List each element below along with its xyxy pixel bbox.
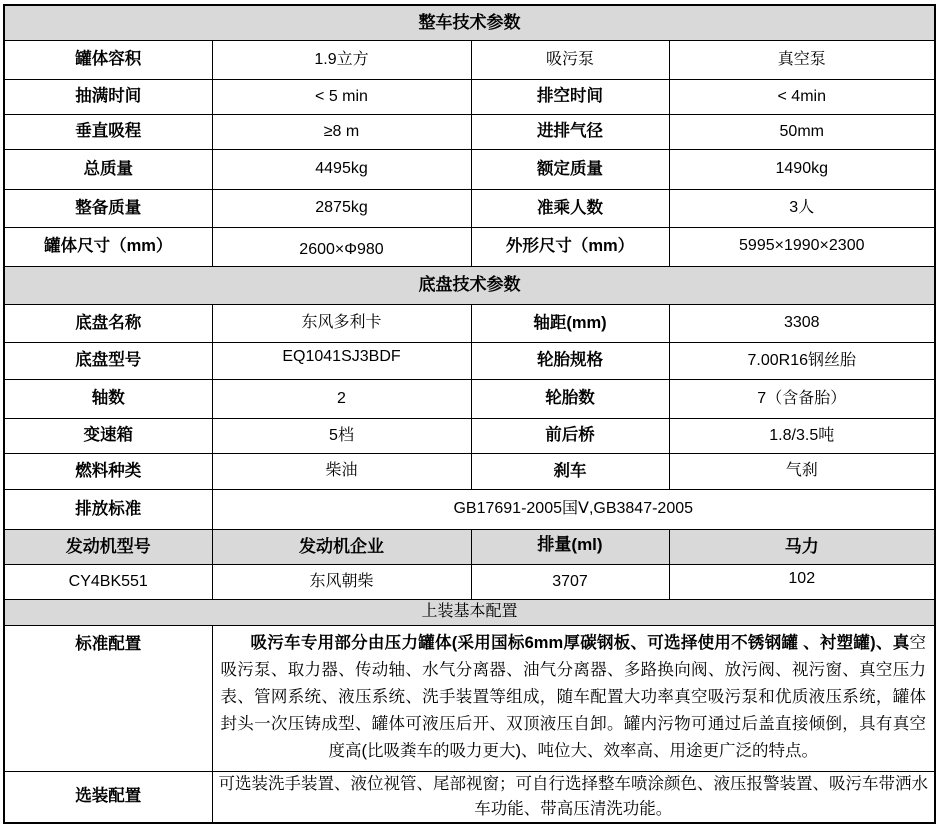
table-row: [4, 342, 935, 379]
table-row: [4, 418, 935, 453]
spec-label: 整备质量: [4, 189, 212, 227]
spec-value: 5995×1990×2300: [669, 227, 935, 266]
spec-label: 底盘名称: [4, 304, 212, 342]
spec-value: 5档: [212, 418, 471, 453]
spec-label: 排空时间: [471, 79, 669, 114]
spec-sheet: [3, 4, 934, 824]
spec-value: < 5 min: [212, 79, 471, 114]
spec-value: 2: [212, 379, 471, 418]
standard-config-text-bold: 吸污车专用部分由压力罐体(采用国标6mm厚碳钢板、可选择使用不锈钢罐 、衬塑罐)、真: [250, 633, 910, 652]
spec-value: 气刹: [669, 453, 935, 489]
table-row: [4, 189, 935, 227]
spec-value: 4495kg: [212, 149, 471, 189]
optional-config-text: 可选装洗手装置、液位视管、尾部视窗；可自行选择整车喷涂颜色、液压报警装置、吸污车带洒水车功能、带高压清洗功能。: [218, 774, 928, 818]
spec-value: 真空泵: [669, 40, 935, 79]
spec-value: 3人: [669, 189, 935, 227]
spec-label: 罐体容积: [4, 40, 212, 79]
engine-value-maker: 东风朝柴: [212, 564, 471, 599]
engine-header-displacement: 排量(ml): [471, 529, 669, 564]
spec-value: < 4min: [669, 79, 935, 114]
section-header-vehicle-params: 整车技术参数: [4, 5, 935, 40]
table-row: [4, 149, 935, 189]
spec-value: 7（含备胎）: [669, 379, 935, 418]
spec-label: 轴距(mm): [471, 304, 669, 342]
table-row: [4, 529, 935, 564]
spec-value: 7.00R16钢丝胎: [669, 342, 935, 379]
spec-label: 垂直吸程: [4, 114, 212, 149]
spec-value: 1490kg: [669, 149, 935, 189]
table-row: [4, 771, 935, 823]
engine-header-horsepower: 马力: [669, 529, 935, 564]
spec-label: 罐体尺寸（mm）: [4, 227, 212, 266]
spec-label: 前后桥: [471, 418, 669, 453]
spec-value: 东风多利卡: [212, 304, 471, 342]
engine-value-horsepower: 102: [669, 564, 935, 599]
spec-value: 1.8/3.5吨: [669, 418, 935, 453]
spec-value: 2875kg: [212, 189, 471, 227]
table-row: [4, 625, 935, 771]
standard-config-text-rest: 空吸污泵、取力器、传动轴、水气分离器、油气分离器、多路换向阀、放污阀、视污窗、真空压力表、管网系统、液压系统、洗手装置等组成，随车配置大功率真空吸污泵和优质液压系统，罐体封头一次压铸成型、罐体可液压后开、双顶液压自卸。罐内污物可通过后盖直接倾倒，具有真空度高(比吸粪车的吸力更大)、吨位大、效率高、用途更广泛的特点。: [220, 633, 926, 760]
section-header-chassis-params: 底盘技术参数: [4, 266, 935, 304]
table-row: [4, 489, 935, 529]
spec-value: 2600×Φ980: [212, 227, 471, 266]
spec-label: 轮胎规格: [471, 342, 669, 379]
table-row: [4, 266, 935, 304]
spec-label: 吸污泵: [471, 40, 669, 79]
spec-value: 柴油: [212, 453, 471, 489]
table-row: [4, 5, 935, 40]
spec-table: [3, 4, 936, 824]
table-row: [4, 304, 935, 342]
table-row: [4, 79, 935, 114]
spec-label: 变速箱: [4, 418, 212, 453]
section-header-body-config: 上装基本配置: [4, 599, 935, 625]
spec-value: ≥8 m: [212, 114, 471, 149]
table-row: [4, 114, 935, 149]
spec-value: 1.9立方: [212, 40, 471, 79]
spec-label: 外形尺寸（mm）: [471, 227, 669, 266]
spec-label: 标准配置: [4, 625, 212, 771]
spec-label: 抽满时间: [4, 79, 212, 114]
table-row: [4, 564, 935, 599]
spec-label: 总质量: [4, 149, 212, 189]
table-row: [4, 453, 935, 489]
spec-value: 50mm: [669, 114, 935, 149]
optional-config-cell: [212, 771, 935, 823]
spec-label: 排放标准: [4, 489, 212, 529]
spec-label: 轴数: [4, 379, 212, 418]
spec-label: 轮胎数: [471, 379, 669, 418]
spec-label: 选装配置: [4, 771, 212, 823]
spec-value: 3308: [669, 304, 935, 342]
spec-value-emission: GB17691-2005国Ⅴ,GB3847-2005: [212, 489, 935, 529]
table-row: [4, 227, 935, 266]
spec-value: EQ1041SJ3BDF: [212, 342, 471, 379]
spec-label: 进排气径: [471, 114, 669, 149]
engine-value-displacement: 3707: [471, 564, 669, 599]
spec-label: 燃料种类: [4, 453, 212, 489]
standard-config-text: [221, 630, 927, 765]
table-row: [4, 40, 935, 79]
engine-value-model: CY4BK551: [4, 564, 212, 599]
engine-header-model: 发动机型号: [4, 529, 212, 564]
spec-label: 额定质量: [471, 149, 669, 189]
spec-label: 准乘人数: [471, 189, 669, 227]
table-row: [4, 599, 935, 625]
engine-header-maker: 发动机企业: [212, 529, 471, 564]
spec-label: 底盘型号: [4, 342, 212, 379]
table-row: [4, 379, 935, 418]
spec-label: 刹车: [471, 453, 669, 489]
standard-config-cell: [212, 625, 935, 771]
